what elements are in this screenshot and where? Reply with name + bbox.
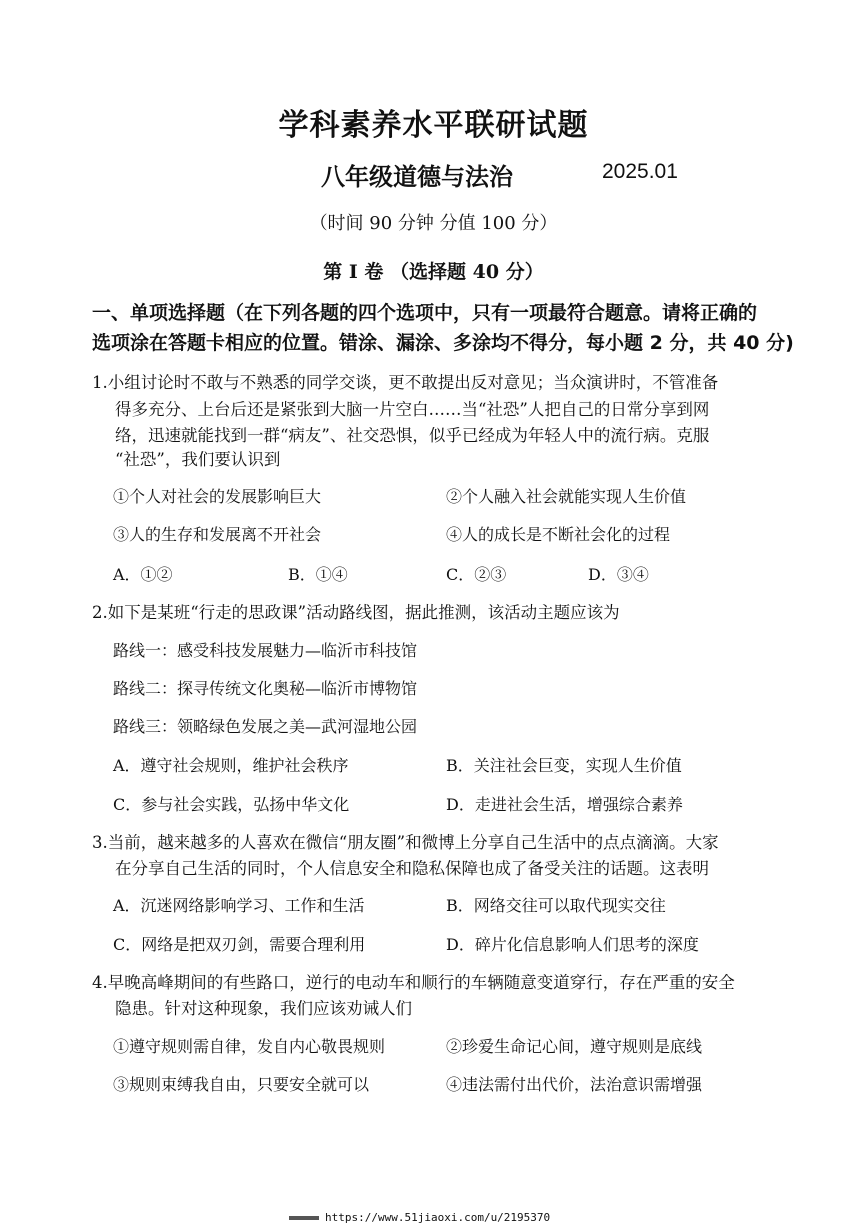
exam-title: 学科素养水平联研试题 (278, 108, 589, 143)
q2-route-3: 路线三：领略绿色发展之美—武河湿地公园 (113, 717, 418, 736)
footer-url[interactable]: https://www.51jiaoxi.com/u/2195370 (325, 1211, 551, 1224)
q3-option-d[interactable]: D．碎片化信息影响人们思考的深度 (446, 935, 699, 954)
q4-statement-2: ②珍爱生命记心间，遵守规则是底线 (446, 1037, 703, 1056)
exam-date: 2025.01 (602, 160, 678, 183)
exam-subject: 八年级道德与法治 (321, 162, 513, 191)
watermark-logo-icon (289, 1216, 319, 1220)
question-4-line-1: 4.早晚高峰期间的有些路口，逆行的电动车和顺行的车辆随意变道穿行，存在严重的安全 (92, 973, 735, 992)
q4-statement-1: ①遵守规则需自律，发自内心敬畏规则 (113, 1037, 386, 1056)
q1-statement-3: ③人的生存和发展离不开社会 (113, 525, 322, 544)
question-1-line-4: “社恐”，我们要认识到 (115, 450, 281, 469)
q2-route-2: 路线二：探寻传统文化奥秘—临沂市博物馆 (113, 679, 418, 698)
section-instruction-line-2: 选项涂在答题卡相应的位置。错涂、漏涂、多涂均不得分，每小题 2 分，共 40 分) (92, 332, 794, 354)
q4-statement-3: ③规则束缚我自由，只要安全就可以 (113, 1075, 370, 1094)
time-and-score-info: （时间 90 分钟 分值 100 分） (309, 213, 558, 234)
question-3-line-1: 3.当前，越来越多的人喜欢在微信“朋友圈”和微博上分享自己生活中的点点滴滴。大家 (92, 833, 719, 852)
q1-statement-1: ①个人对社会的发展影响巨大 (113, 487, 322, 506)
q2-option-a[interactable]: A．遵守社会规则，维护社会秩序 (113, 756, 349, 775)
question-2-line-1: 2.如下是某班“行走的思政课”活动路线图，据此推测，该活动主题应该为 (92, 603, 620, 622)
q2-route-1: 路线一：感受科技发展魅力—临沂市科技馆 (113, 641, 418, 660)
question-1-line-1: 1.小组讨论时不敢与不熟悉的同学交谈，更不敢提出反对意见；当众演讲时，不管准备 (92, 373, 719, 392)
footer-watermark (289, 1211, 550, 1224)
q1-option-c[interactable]: C．②③ (446, 565, 507, 584)
q1-option-b[interactable]: B．①④ (288, 565, 348, 584)
q3-option-a[interactable]: A．沉迷网络影响学习、工作和生活 (113, 896, 365, 915)
question-1-line-2: 得多充分、上台后还是紧张到大脑一片空白……当“社恐”人把自己的日常分享到网 (115, 400, 710, 419)
q1-statement-2: ②个人融入社会就能实现人生价值 (446, 487, 687, 506)
q2-option-b[interactable]: B．关注社会巨变，实现人生价值 (446, 756, 682, 775)
q3-option-c[interactable]: C．网络是把双刃剑，需要合理利用 (113, 935, 366, 954)
section-instruction-line-1: 一、单项选择题（在下列各题的四个选项中，只有一项最符合题意。请将正确的 (92, 302, 758, 324)
q2-option-c[interactable]: C．参与社会实践，弘扬中华文化 (113, 795, 350, 814)
question-1-line-3: 络，迅速就能找到一群“病友”、社交恐惧，似乎已经成为年轻人中的流行病。克服 (115, 426, 710, 445)
section-title: 第 Ⅰ 卷 （选择题 40 分） (323, 261, 544, 283)
question-3-line-2: 在分享自己生活的同时，个人信息安全和隐私保障也成了备受关注的话题。这表明 (115, 859, 709, 878)
q3-option-b[interactable]: B．网络交往可以取代现实交往 (446, 896, 666, 915)
q1-option-d[interactable]: D．③④ (588, 565, 649, 584)
q4-statement-4: ④违法需付出代价，法治意识需增强 (446, 1075, 703, 1094)
q1-option-a[interactable]: A．①② (113, 565, 173, 584)
q1-statement-4: ④人的成长是不断社会化的过程 (446, 525, 671, 544)
q2-option-d[interactable]: D．走进社会生活，增强综合素养 (446, 795, 683, 814)
question-4-line-2: 隐患。针对这种现象，我们应该劝诫人们 (115, 999, 412, 1018)
